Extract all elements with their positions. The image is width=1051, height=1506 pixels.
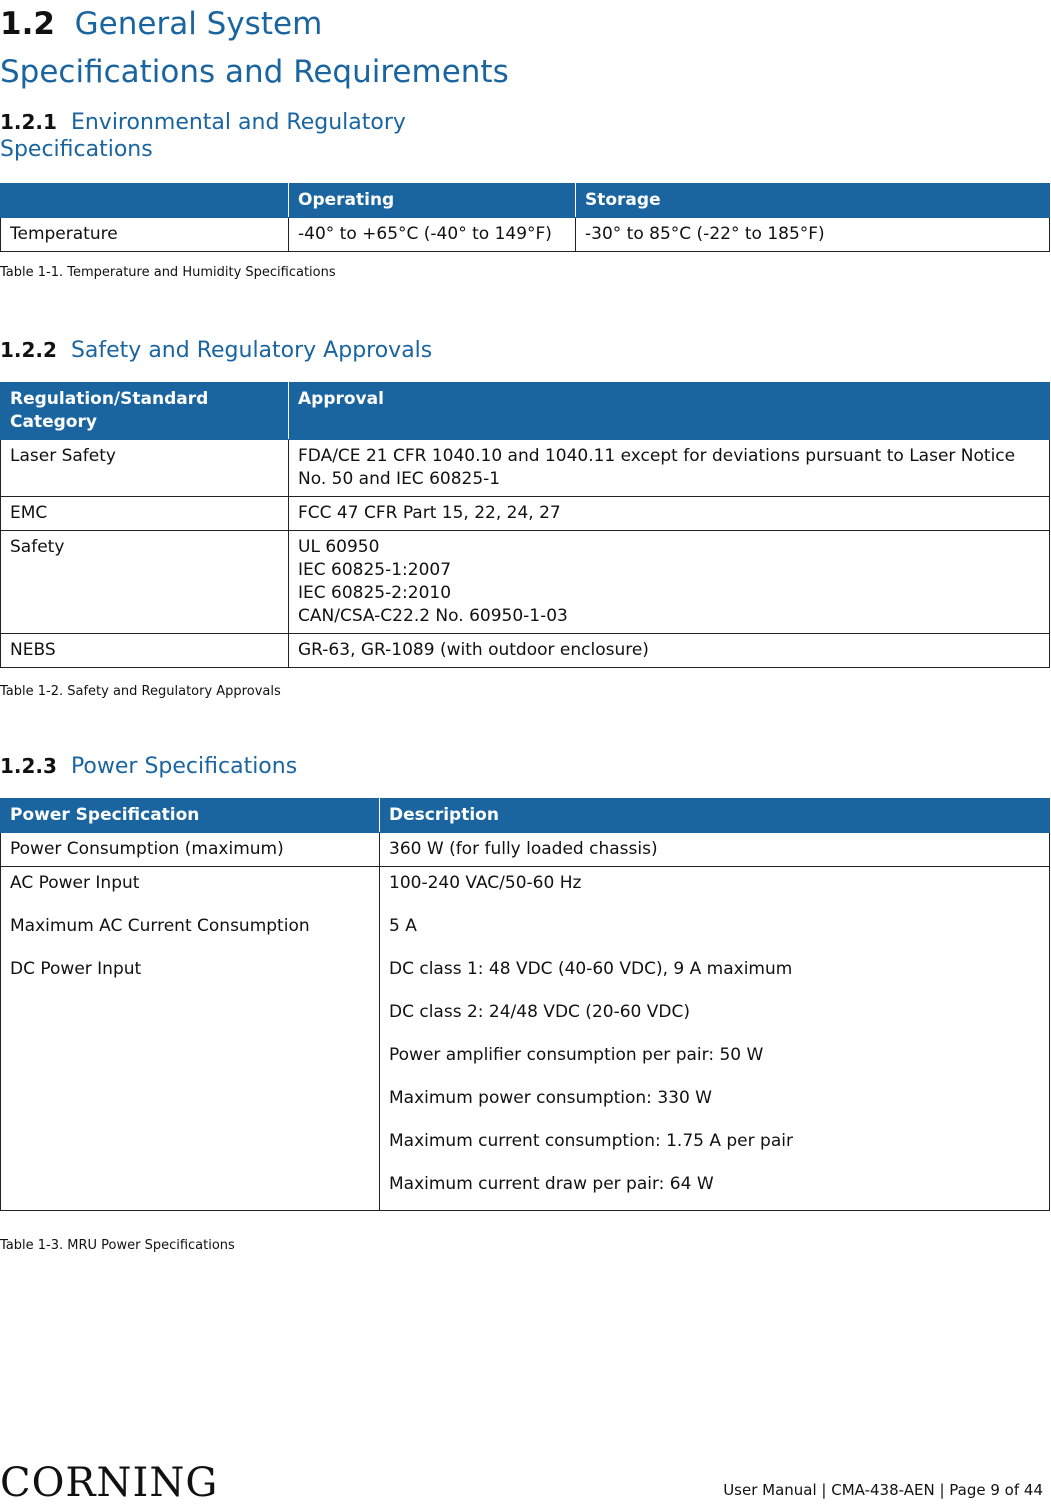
section-heading [0,0,509,96]
approval-line: UL 60950 [298,537,380,557]
approval-line: CAN/CSA-C22.2 No. 60950-1-03 [298,606,568,626]
power-heading [0,753,297,780]
table-row [1,531,1050,634]
table-header-cell: Regulation/Standard Category [1,383,289,440]
spec-value: 100-240 VAC/50-60 Hz [389,873,582,893]
section-number: 1.2 [0,6,55,42]
env-heading [0,109,406,163]
power-title: Power Specifications [70,754,298,779]
table-header-cell: Storage [576,184,1050,218]
spec-item: AC Power Input [10,873,140,893]
table-header-cell: Description [380,799,1050,833]
table-row [1,218,1050,252]
spec-value: DC class 2: 24/48 VDC (20-60 VDC) [389,1002,690,1022]
spec-value: Maximum power consumption: 330 W [389,1088,712,1108]
safety-heading [0,337,432,364]
table-header-cell: Approval [289,383,1050,440]
table-caption: Table 1-1. Temperature and Humidity Specifications [0,265,336,280]
page-footer: User Manual | CMA-438-AEN | Page 9 of 44 [723,1481,1043,1499]
approval-line: IEC 60825-1:2007 [298,560,452,580]
table-cell [289,531,1050,634]
safety-title: Safety and Regulatory Approvals [70,338,433,363]
table-cell: NEBS [1,634,289,668]
table-row [1,440,1050,497]
table-header-row [1,799,1050,833]
table-header-cell: Power Specification [1,799,380,833]
table-row [1,497,1050,531]
power-table [0,798,1050,1211]
table-cell: FDA/CE 21 CFR 1040.10 and 1040.11 except for deviations pursuant to Laser Notice No. 50 and IEC 60825-1 [289,440,1050,497]
table-cell: -40° to +65°C (-40° to 149°F) [289,218,576,252]
spec-value: 5 A [389,916,417,936]
approval-line: IEC 60825-2:2010 [298,583,452,603]
table-row [1,634,1050,668]
table-caption: Table 1-2. Safety and Regulatory Approvals [0,684,281,699]
power-number: 1.2.3 [0,754,57,778]
section-title-line2: Specifications and Requirements [0,54,509,90]
spec-value: Power amplifier consumption per pair: 50 W [389,1045,764,1065]
env-title-line2: Specifications [0,137,153,162]
table-cell: 360 W (for fully loaded chassis) [380,833,1050,867]
safety-table [0,382,1050,668]
spec-value: Maximum current consumption: 1.75 A per pair [389,1131,793,1151]
table-cell: -30° to 85°C (-22° to 185°F) [576,218,1050,252]
table-header-row [1,184,1050,218]
env-table [0,183,1050,252]
table-row [1,833,1050,867]
table-cell: Laser Safety [1,440,289,497]
table-header-cell [1,184,289,218]
table-header-row [1,383,1050,440]
table-cell: FCC 47 CFR Part 15, 22, 24, 27 [289,497,1050,531]
table-caption: Table 1-3. MRU Power Specifications [0,1238,235,1253]
table-cell [1,867,380,1211]
spec-item: DC Power Input [10,959,142,979]
table-cell: GR-63, GR-1089 (with outdoor enclosure) [289,634,1050,668]
section-title-line1: General System [74,6,323,42]
spec-item: Maximum AC Current Consumption [10,916,310,936]
env-title-line1: Environmental and Regulatory [70,110,406,135]
env-number: 1.2.1 [0,110,57,134]
spec-value: DC class 1: 48 VDC (40-60 VDC), 9 A maximum [389,959,793,979]
spec-value: Maximum current draw per pair: 64 W [389,1174,714,1194]
table-cell: Power Consumption (maximum) [1,833,380,867]
table-cell: EMC [1,497,289,531]
safety-number: 1.2.2 [0,338,57,362]
table-header-cell: Operating [289,184,576,218]
table-cell: Safety [1,531,289,634]
table-row [1,867,1050,1211]
table-cell: Temperature [1,218,289,252]
table-cell [380,867,1050,1211]
corning-logo: CORNING [0,1460,219,1506]
